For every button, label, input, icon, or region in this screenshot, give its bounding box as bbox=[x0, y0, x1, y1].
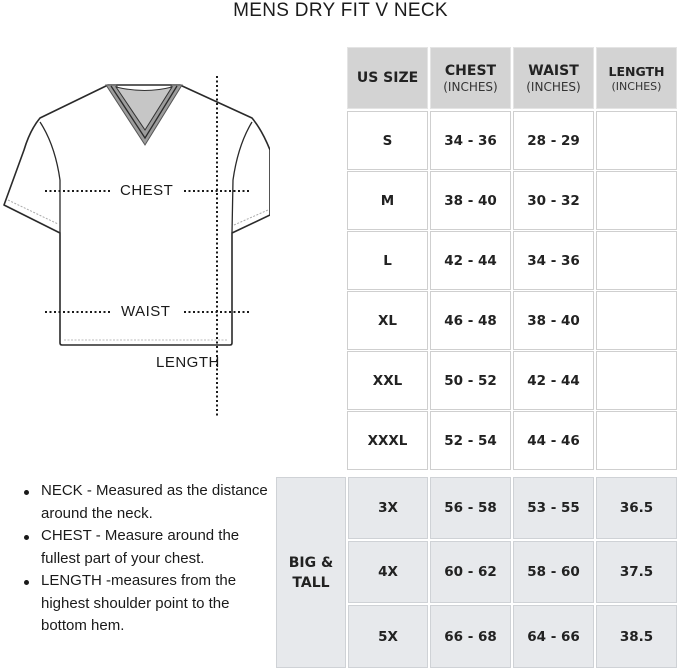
chest-cell: 56 - 58 bbox=[430, 477, 511, 539]
chest-label: CHEST bbox=[120, 182, 174, 199]
size-cell: 3X bbox=[348, 477, 428, 539]
length-cell bbox=[596, 111, 677, 170]
measurement-notes bbox=[22, 480, 272, 638]
waist-cell: 28 - 29 bbox=[513, 111, 594, 170]
waist-cell: 30 - 32 bbox=[513, 171, 594, 230]
shirt-diagram bbox=[0, 60, 270, 420]
length-cell bbox=[596, 171, 677, 230]
length-cell bbox=[596, 231, 677, 290]
chest-cell: 66 - 68 bbox=[430, 605, 511, 668]
size-cell: 4X bbox=[348, 541, 428, 603]
note-length: LENGTH -measures from the highest shoulder point to the bottom hem. bbox=[22, 570, 272, 638]
size-cell: XXL bbox=[347, 351, 428, 410]
waist-cell: 34 - 36 bbox=[513, 231, 594, 290]
chest-cell: 52 - 54 bbox=[430, 411, 511, 470]
header-us-size: US SIZE bbox=[347, 47, 428, 109]
chart-title: MENS DRY FIT V NECK bbox=[233, 0, 448, 21]
waist-cell: 53 - 55 bbox=[513, 477, 594, 539]
chest-cell: 46 - 48 bbox=[430, 291, 511, 350]
header-waist: WAIST (INCHES) bbox=[513, 47, 594, 109]
waist-cell: 44 - 46 bbox=[513, 411, 594, 470]
length-cell: 37.5 bbox=[596, 541, 677, 603]
size-cell: XL bbox=[347, 291, 428, 350]
waist-cell: 64 - 66 bbox=[513, 605, 594, 668]
header-chest: CHEST (INCHES) bbox=[430, 47, 511, 109]
length-cell bbox=[596, 411, 677, 470]
v-neck-tshirt-illustration bbox=[0, 60, 270, 420]
size-cell: L bbox=[347, 231, 428, 290]
waist-cell: 38 - 40 bbox=[513, 291, 594, 350]
waist-cell: 42 - 44 bbox=[513, 351, 594, 410]
length-cell bbox=[596, 351, 677, 410]
note-chest: CHEST - Measure around the fullest part of your chest. bbox=[22, 525, 272, 570]
chest-cell: 50 - 52 bbox=[430, 351, 511, 410]
chest-cell: 42 - 44 bbox=[430, 231, 511, 290]
chest-cell: 38 - 40 bbox=[430, 171, 511, 230]
note-neck: NECK - Measured as the distance around the neck. bbox=[22, 480, 272, 525]
length-cell: 38.5 bbox=[596, 605, 677, 668]
chest-cell: 34 - 36 bbox=[430, 111, 511, 170]
size-cell: 5X bbox=[348, 605, 428, 668]
size-cell: S bbox=[347, 111, 428, 170]
waist-label: WAIST bbox=[121, 303, 171, 320]
header-length: LENGTH (INCHES) bbox=[596, 47, 677, 109]
big-tall-label: BIG & TALL bbox=[276, 477, 346, 668]
length-label: LENGTH bbox=[156, 354, 220, 371]
length-cell bbox=[596, 291, 677, 350]
size-cell: XXXL bbox=[347, 411, 428, 470]
chest-cell: 60 - 62 bbox=[430, 541, 511, 603]
size-cell: M bbox=[347, 171, 428, 230]
waist-cell: 58 - 60 bbox=[513, 541, 594, 603]
length-cell: 36.5 bbox=[596, 477, 677, 539]
